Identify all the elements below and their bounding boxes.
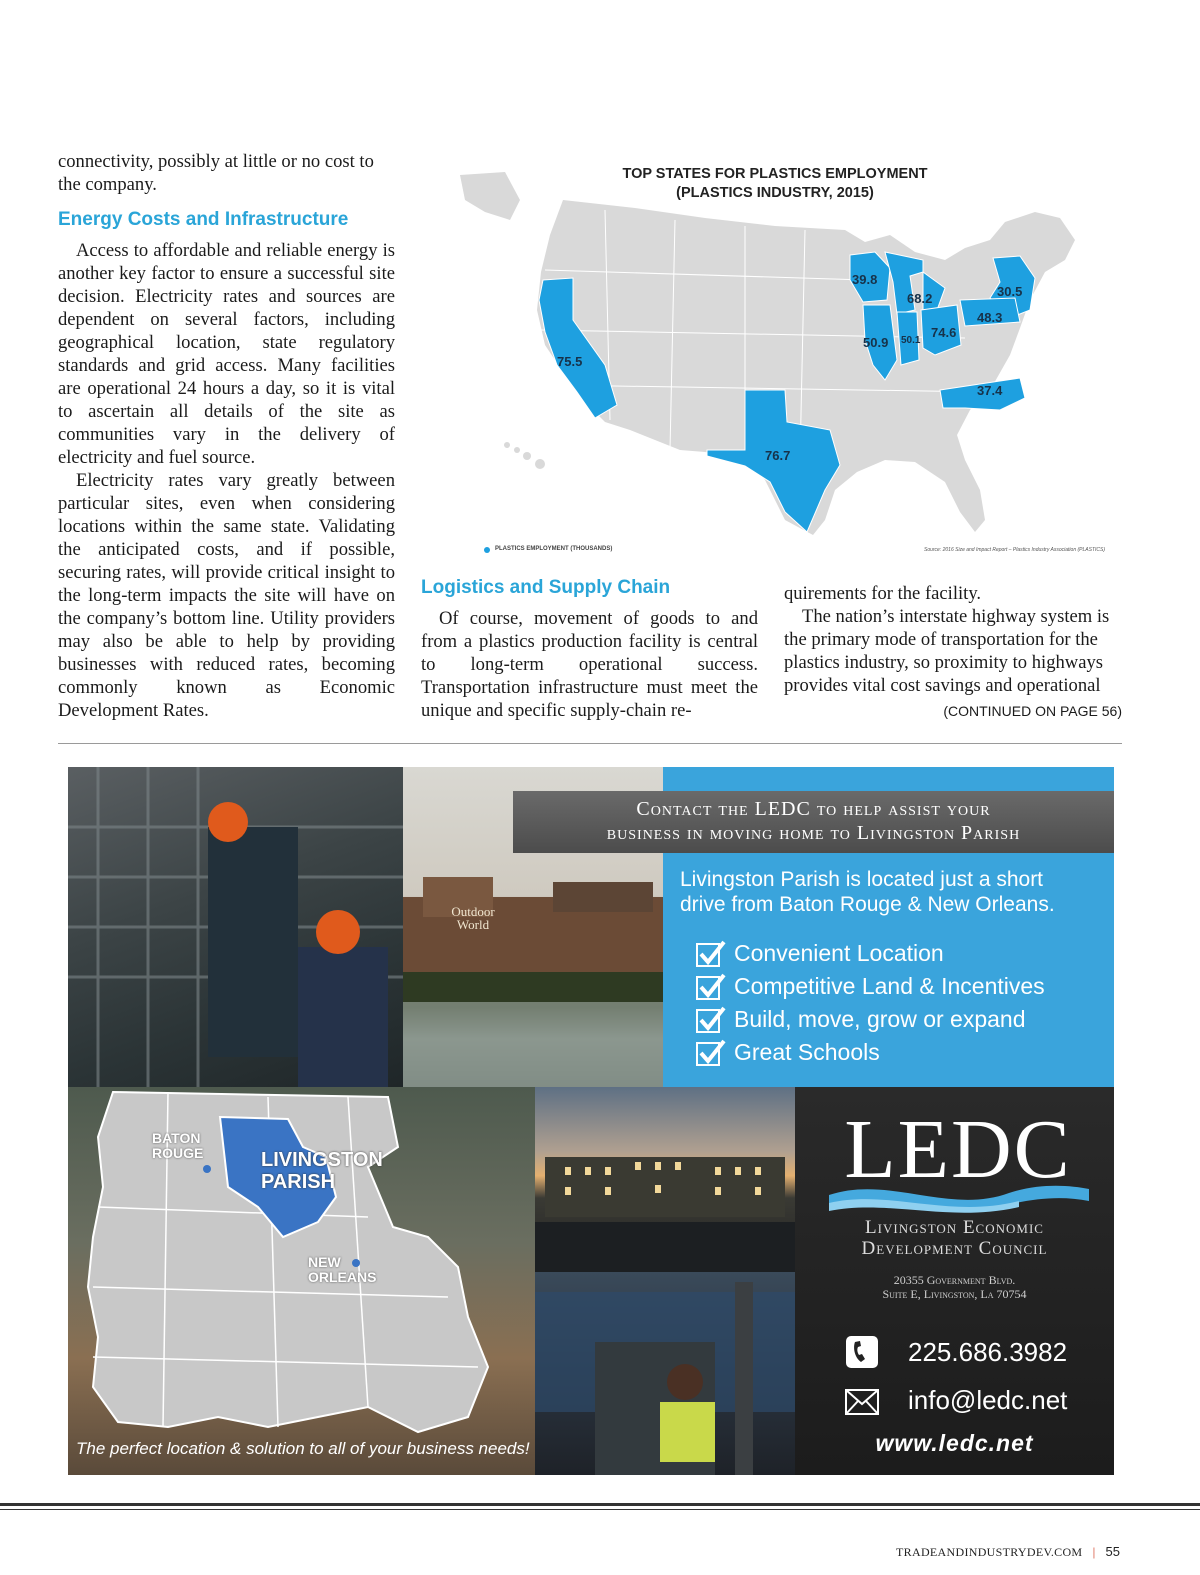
- col1-paragraph-1: Access to affordable and reliable energy is another key factor to ensure a successful site decision. Electricity rates and sources are dependent on several factors, including geographical location, state regulatory standards and grid access. Many facilities are operational 24 hours a day, so it is vital to ascertain all details of the site as communities vary in the delivery of electricity and fuel source.: [58, 240, 395, 468]
- section-divider: [58, 743, 1122, 744]
- label-livingston-parish: [261, 1149, 383, 1193]
- value-michigan: 68.2: [907, 291, 933, 306]
- info-subtitle: [680, 867, 1100, 917]
- legend-dot: [484, 547, 490, 553]
- checklist-item: [696, 970, 1045, 1003]
- value-illinois: 50.9: [863, 335, 889, 350]
- value-ohio: 74.6: [931, 325, 957, 340]
- value-indiana: 50.1: [901, 335, 921, 346]
- footer-site: TRADEANDINDUSTRYDEV.COM: [896, 1545, 1083, 1559]
- us-map: [445, 160, 1105, 560]
- photo-forklift: [535, 1272, 795, 1475]
- banner-line-2: business in moving home to Livingston Parish: [606, 822, 1021, 844]
- col3-paragraph-1-text: The nation’s interstate highway system is the primary mode of transportation for the plastics industry, so proximity to highways provides vital cost savings and operational: [784, 606, 1110, 696]
- subtitle-line-2: drive from Baton Rouge & New Orleans.: [680, 893, 1055, 916]
- value-north-carolina: 37.4: [977, 383, 1003, 398]
- contact-banner: [513, 791, 1114, 853]
- footer: [896, 1544, 1120, 1560]
- ledc-address: [807, 1273, 1102, 1301]
- col3-paragraph-1: [784, 605, 1122, 719]
- sign-line-1: Outdoor: [451, 904, 495, 919]
- column-3: [784, 582, 1122, 723]
- phone-icon: [845, 1335, 879, 1369]
- map-figure: [445, 160, 1105, 560]
- address-line-1: 20355 Government Blvd.: [893, 1273, 1016, 1287]
- livingston-line-2: PARISH: [261, 1171, 336, 1193]
- ad-tagline: The perfect location & solution to all of your business needs!: [76, 1439, 530, 1458]
- col1-intro: connectivity, possibly at little or no cost to the company.: [58, 151, 374, 195]
- outdoor-world-sign: [443, 905, 503, 931]
- hawaii-shape: [504, 442, 545, 469]
- value-new-york: 30.5: [997, 284, 1023, 299]
- checklist-label: Build, move, grow or expand: [734, 1006, 1026, 1032]
- checklist-item: [696, 1036, 1045, 1069]
- map-title-line-2: (PLASTICS INDUSTRY, 2015): [676, 185, 874, 201]
- livingston-line-1: LIVINGSTON: [261, 1149, 383, 1171]
- checklist-label: Great Schools: [734, 1039, 880, 1065]
- org-line-1: Livingston Economic: [865, 1217, 1044, 1238]
- check-icon: [696, 1006, 726, 1034]
- ledc-wave-icon: [829, 1175, 1089, 1215]
- label-new-orleans: [308, 1255, 376, 1285]
- checklist-item: [696, 937, 1045, 970]
- new-orleans-line-2: ORLEANS: [308, 1269, 377, 1285]
- column-2: [421, 576, 758, 722]
- banner-line-1: Contact the LEDC to help assist your: [636, 798, 991, 820]
- heading-energy-costs: Energy Costs and Infrastructure: [58, 209, 349, 230]
- checklist: [696, 937, 1045, 1069]
- value-texas: 76.7: [765, 448, 791, 463]
- louisiana-map-panel: [68, 1087, 535, 1475]
- baton-line-2: ROUGE: [152, 1145, 204, 1161]
- check-icon: [696, 1039, 726, 1067]
- alaska-shape: [460, 172, 520, 220]
- ledc-phone[interactable]: 225.686.3982: [908, 1337, 1068, 1367]
- footer-separator: |: [1092, 1545, 1096, 1559]
- column-1: [58, 150, 395, 722]
- label-baton-rouge: [152, 1131, 203, 1161]
- ledc-website[interactable]: www.ledc.net: [875, 1430, 1034, 1456]
- footer-rule-thin: [0, 1509, 1200, 1510]
- col1-paragraph-2: Electricity rates vary greatly between particular sites, even when considering locations within the same state. Validating the anticipated costs, and if possible, securing rates, will provide critical insight to the long-term impacts the site will have on the company’s bottom line. Utility providers may also be able to help by providing businesses with reduced rates, becoming commonly known as Economic Development Rates.: [58, 470, 395, 721]
- heading-logistics: Logistics and Supply Chain: [421, 577, 671, 598]
- ledc-logo: LEDC: [844, 1103, 1072, 1196]
- ledc-org-name: [807, 1217, 1102, 1259]
- col2-paragraph-1: Of course, movement of goods to and from a plastics production facility is central to long-term operational success. Transportation infrastructure must meet the unique and specific supply-chain re-: [421, 608, 758, 721]
- map-legend: PLASTICS EMPLOYMENT (THOUSANDS): [495, 546, 613, 552]
- map-source: Source: 2016 Size and Impact Report – Plastics Industry Association (PLASTICS): [923, 547, 1105, 553]
- ledc-advertisement: [68, 767, 1114, 1475]
- continued-note: (CONTINUED ON PAGE 56): [943, 703, 1122, 719]
- check-icon: [696, 973, 726, 1001]
- value-wisconsin: 39.8: [852, 272, 878, 287]
- checklist-label: Competitive Land & Incentives: [734, 973, 1045, 999]
- sign-line-2: World: [456, 917, 490, 932]
- subtitle-line-1: Livingston Parish is located just a short: [680, 868, 1044, 891]
- value-pennsylvania: 48.3: [977, 310, 1003, 325]
- ledc-contact-panel: [795, 1087, 1114, 1475]
- photo-building: [535, 1087, 795, 1272]
- footer-rule-thick: [0, 1503, 1200, 1506]
- checklist-item: [696, 1003, 1045, 1036]
- ledc-email[interactable]: info@ledc.net: [908, 1385, 1068, 1415]
- map-title-line-1: TOP STATES FOR PLASTICS EMPLOYMENT: [622, 166, 928, 182]
- address-line-2: Suite E, Livingston, La 70754: [882, 1287, 1027, 1301]
- page-number: 55: [1105, 1544, 1120, 1559]
- check-icon: [696, 940, 726, 968]
- checklist-label: Convenient Location: [734, 940, 944, 966]
- org-line-2: Development Council: [861, 1238, 1048, 1259]
- baton-rouge-marker: [203, 1165, 211, 1173]
- baton-line-1: BATON: [152, 1130, 201, 1146]
- value-california: 75.5: [557, 354, 583, 369]
- email-icon: [845, 1389, 879, 1415]
- col3-paragraph-0: quirements for the facility.: [784, 583, 982, 604]
- photo-workers: [68, 767, 403, 1087]
- new-orleans-line-1: NEW: [308, 1254, 341, 1270]
